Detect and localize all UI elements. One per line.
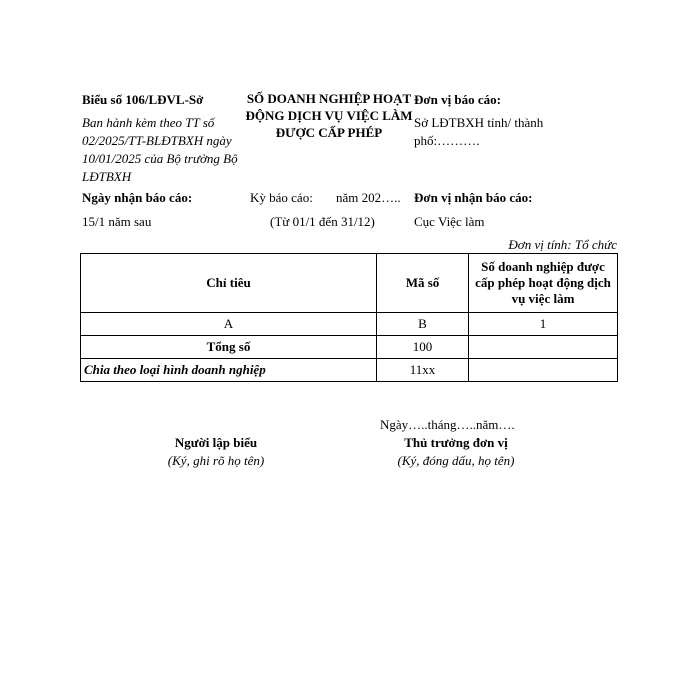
head-note: (Ký, đóng dấu, họ tên) [397, 453, 515, 468]
table-row [81, 336, 618, 359]
period-range: (Từ 01/1 đến 31/12) [270, 214, 375, 229]
header-count: Số doanh nghiệp được cấp phép hoạt động dịch vụ việc làm [469, 254, 618, 313]
row-total-value[interactable] [469, 336, 618, 359]
document-title: SỐ DOANH NGHIỆP HOẠT ĐỘNG DỊCH VỤ VIỆC LÀM ĐƯỢC CẤP PHÉP [245, 91, 413, 140]
reporting-unit-value: Sở LĐTBXH tỉnh/ thành phố:………. [414, 115, 544, 148]
report-table [80, 253, 618, 382]
table-header-row [81, 254, 618, 313]
row-type-value[interactable] [469, 359, 618, 382]
code-row-1: 1 [469, 313, 618, 336]
receive-date-label: Ngày nhận báo cáo: [82, 190, 193, 205]
table-row [81, 359, 618, 382]
receiving-unit-value: Cục Việc làm [414, 214, 485, 229]
head-title: Thủ trưởng đơn vị [404, 435, 508, 450]
preparer-title: Người lập biểu [174, 435, 258, 450]
row-type-label: Chia theo loại hình doanh nghiệp [81, 359, 377, 382]
preparer-note: (Ký, ghi rõ họ tên) [167, 453, 265, 468]
row-total-label: Tổng số [81, 336, 377, 359]
unit-note: Đơn vị tính: Tổ chức [508, 237, 617, 252]
code-row-a: A [81, 313, 377, 336]
reporting-unit-label: Đơn vị báo cáo: [414, 92, 502, 107]
signature-date-line: Ngày…..tháng…..năm…. [380, 417, 515, 432]
row-type-code: 11xx [377, 359, 469, 382]
period-value: năm 202….. [336, 190, 401, 205]
issued-note: Ban hành kèm theo TT số 02/2025/TT-BLĐTBXH ngày 10/01/2025 của Bộ trưởng Bộ LĐTBXH [82, 115, 238, 184]
row-total-code: 100 [377, 336, 469, 359]
form-number: Biểu số 106/LĐVL-Sở [82, 92, 204, 107]
code-row-b: B [377, 313, 469, 336]
header-code: Mã số [377, 254, 469, 313]
table-code-row [81, 313, 618, 336]
header-indicator: Chỉ tiêu [81, 254, 377, 313]
receive-date-value: 15/1 năm sau [82, 214, 152, 229]
receiving-unit-label: Đơn vị nhận báo cáo: [414, 190, 533, 205]
period-label: Kỳ báo cáo: [250, 190, 313, 205]
